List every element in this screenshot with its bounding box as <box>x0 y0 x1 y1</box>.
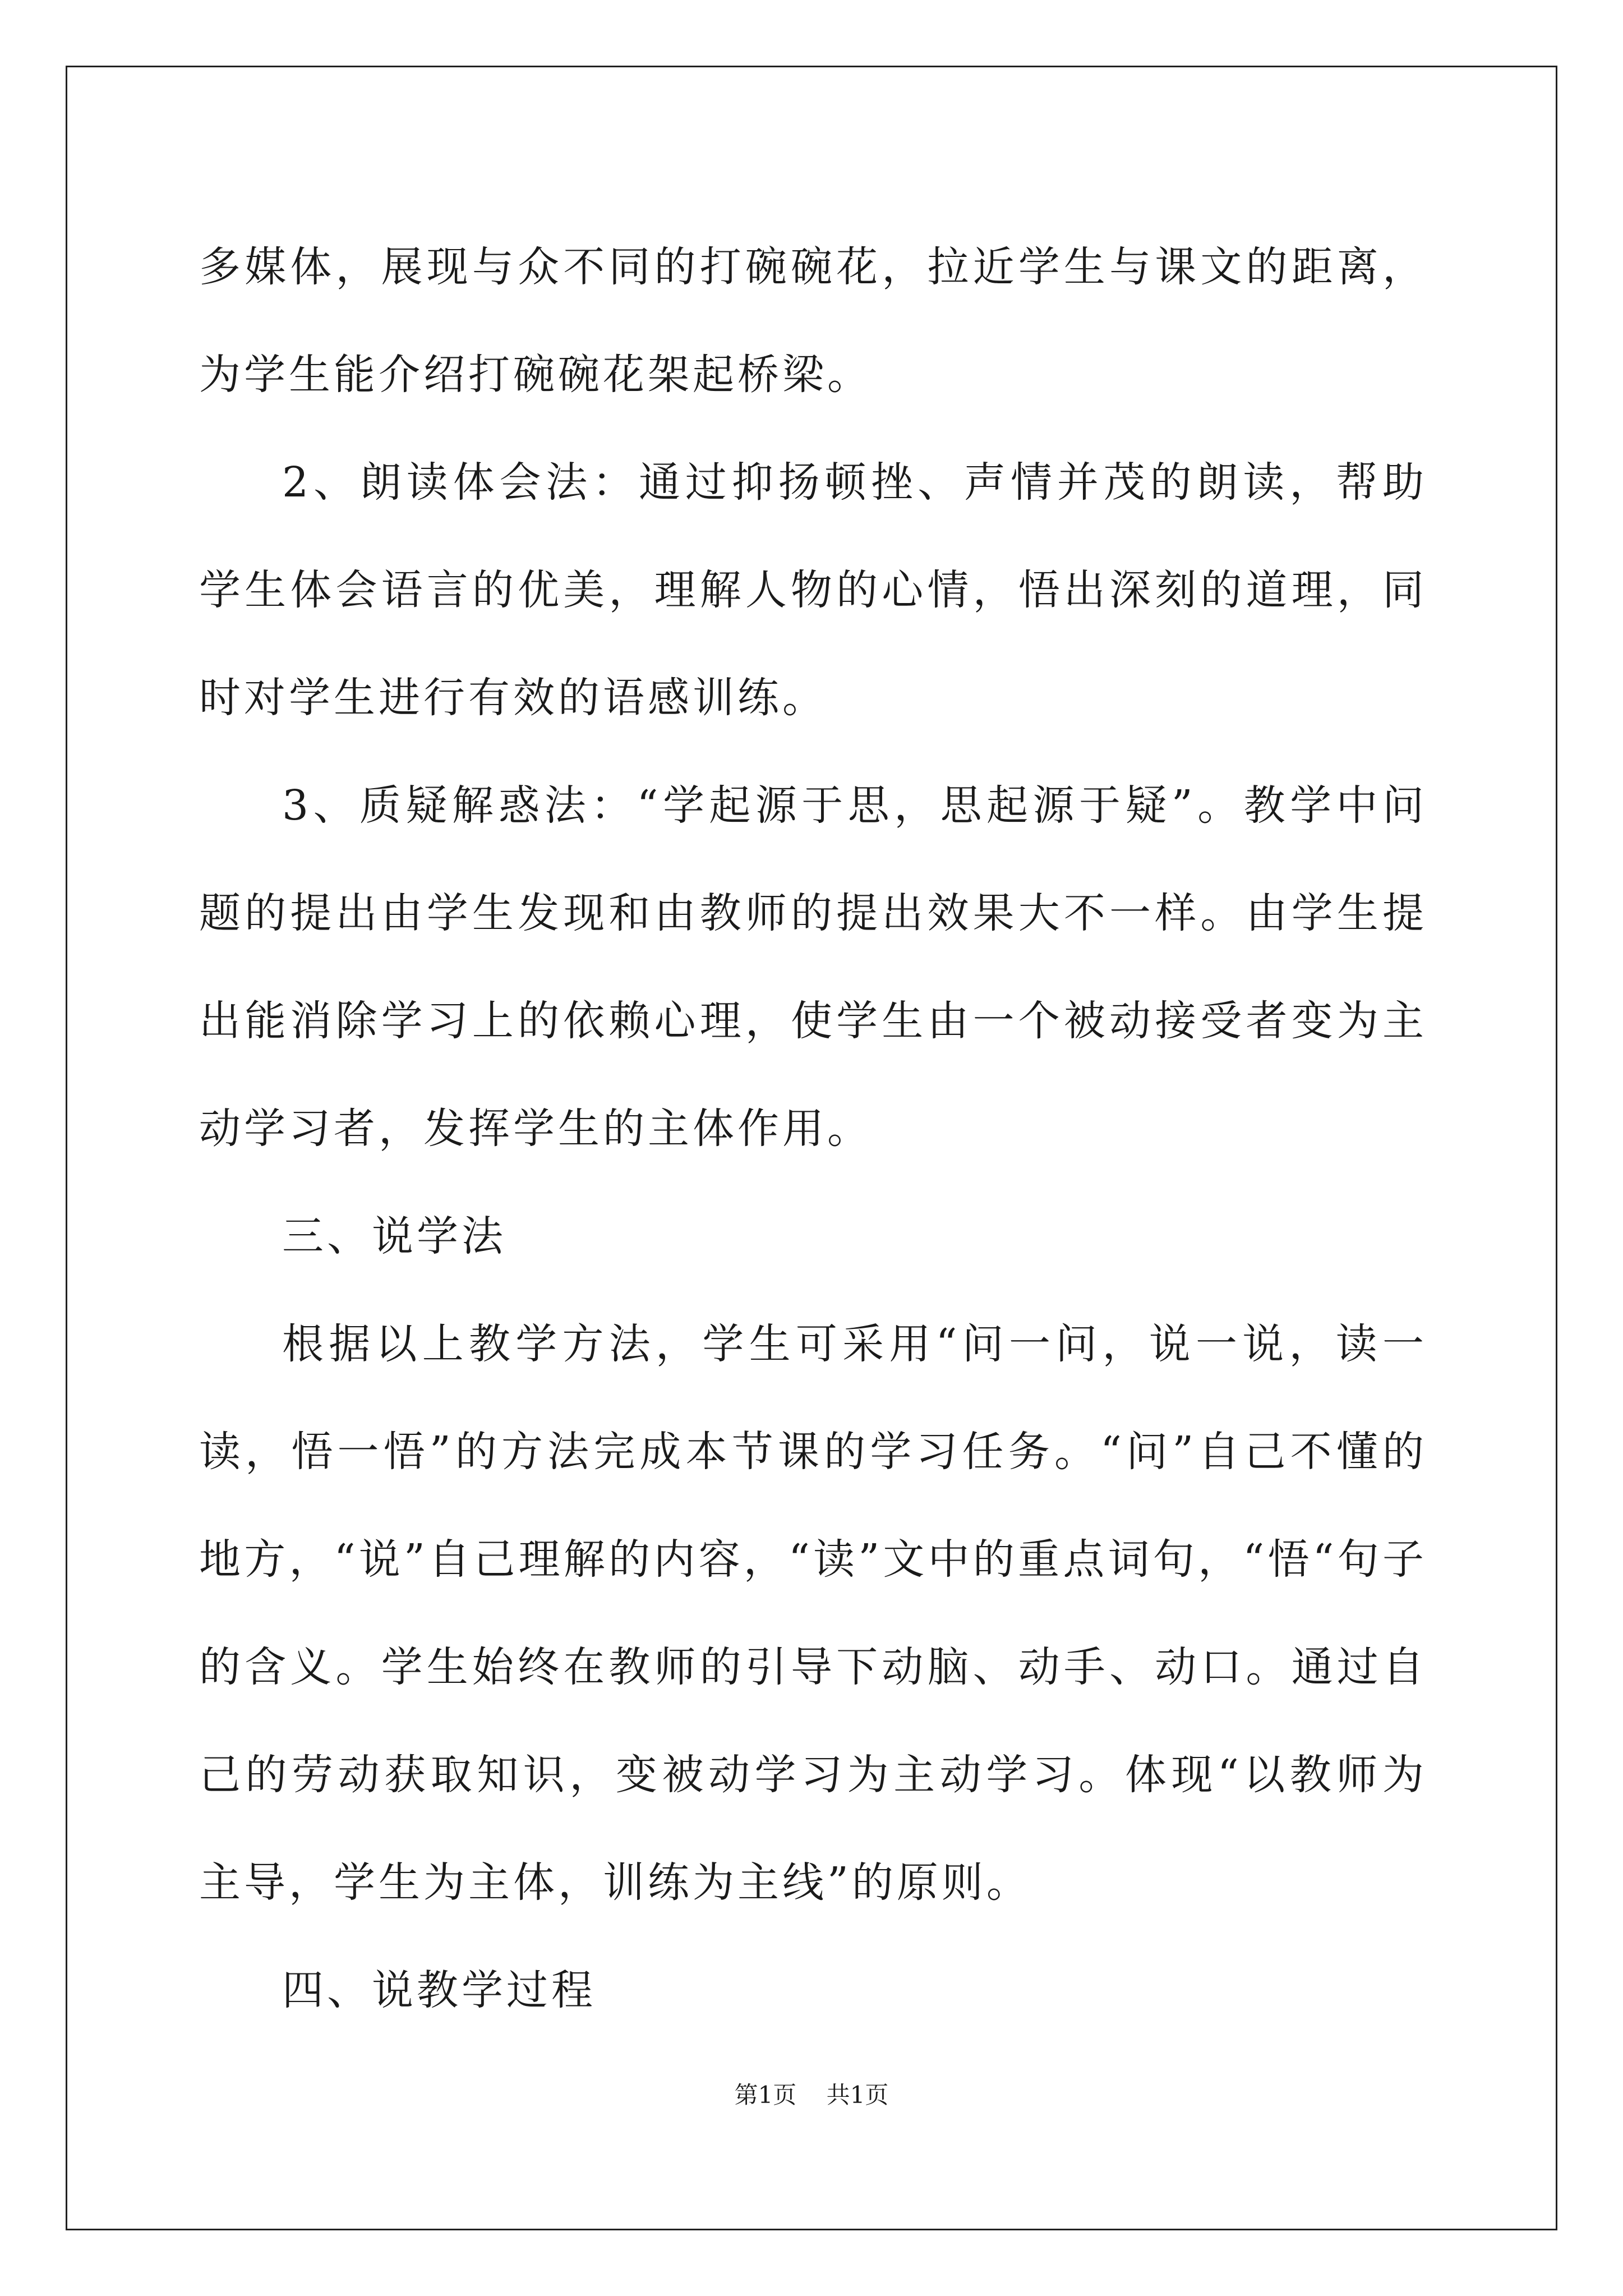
page-footer <box>0 2077 1623 2110</box>
paragraph-multimedia: 多媒体，展现与众不同的打碗碗花，拉近学生与课文的距离，为学生能介绍打碗碗花架起桥梁。 <box>199 243 1427 399</box>
paragraph-learning-method: 根据以上教学方法，学生可采用“问一问，说一说，读一读，悟一悟”的方法完成本节课的学习任务。“问”自己不懂的地方，“说”自己理解的内容，“读”文中的重点词句，“悟“句子的含义。学生始终在教师的引导下动脑、动手、动口。通过自己的劳动获取知识，变被动学习为主动学习。体现“以教师为主导，学生为主体，训练为主线”的原则。 <box>199 1320 1427 1907</box>
paragraph-questioning-method: 3、质疑解惑法：“学起源于思，思起源于疑”。教学中问题的提出由学生发现和由教师的提出效果大不一样。由学生提出能消除学习上的依赖心理，使学生由一个被动接受者变为主动学习者，发挥学生的主体作用。 <box>199 781 1427 1153</box>
page-number: 第1页 <box>734 2081 797 2109</box>
document-body <box>199 213 1427 2044</box>
section-heading-learning-method: 三、说学法 <box>282 1212 506 1260</box>
page-total: 共1页 <box>826 2081 889 2109</box>
section-heading-teaching-process: 四、说教学过程 <box>282 1966 596 2014</box>
paragraph-reading-method: 2、朗读体会法：通过抑扬顿挫、声情并茂的朗读，帮助学生体会语言的优美，理解人物的心情，悟出深刻的道理，同时对学生进行有效的语感训练。 <box>199 458 1427 722</box>
